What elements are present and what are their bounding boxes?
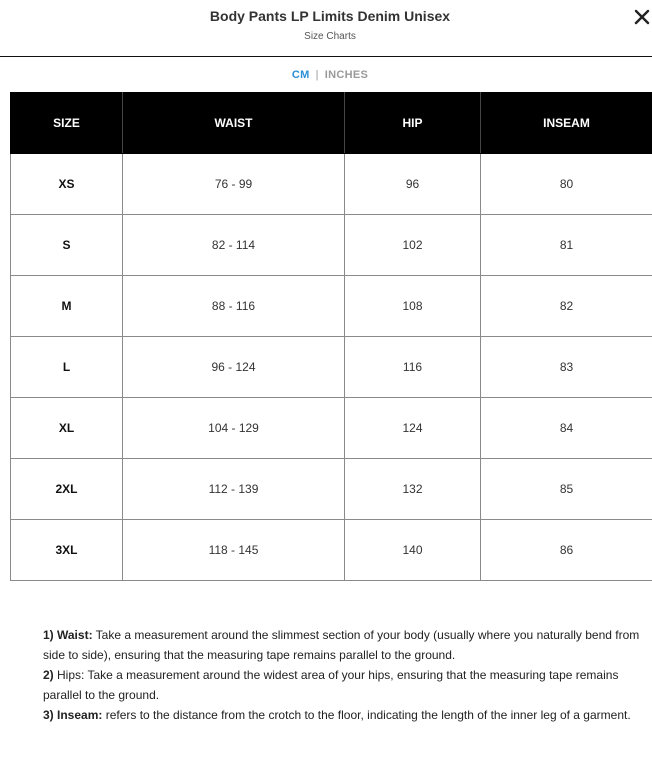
size-cell: 3XL: [11, 520, 123, 581]
inseam-cell: 82: [481, 276, 652, 337]
table-row: [11, 520, 652, 581]
hip-cell: 108: [345, 276, 481, 337]
inseam-cell: 86: [481, 520, 652, 581]
header-inseam: INSEAM: [481, 93, 652, 154]
table-row: [11, 154, 652, 215]
unit-cm-tab[interactable]: CM: [291, 69, 310, 81]
table-row: [11, 215, 652, 276]
unit-separator: |: [315, 69, 319, 81]
hip-cell: 124: [345, 398, 481, 459]
size-cell: XL: [11, 398, 123, 459]
note-label: 1) Waist:: [43, 628, 93, 642]
table-row: [11, 337, 652, 398]
modal-header: [0, 0, 652, 57]
measurement-notes: [43, 625, 647, 725]
size-chart-table: [10, 92, 652, 581]
waist-cell: 76 - 99: [123, 154, 345, 215]
table-row: [11, 276, 652, 337]
waist-cell: 88 - 116: [123, 276, 345, 337]
note-hips: [43, 665, 647, 705]
waist-cell: 96 - 124: [123, 337, 345, 398]
unit-inches-tab[interactable]: INCHES: [324, 69, 369, 81]
note-waist: [43, 625, 647, 665]
hip-cell: 102: [345, 215, 481, 276]
hip-cell: 140: [345, 520, 481, 581]
size-cell: M: [11, 276, 123, 337]
note-label: 3) Inseam:: [43, 708, 103, 722]
inseam-cell: 81: [481, 215, 652, 276]
close-icon[interactable]: [632, 6, 652, 28]
hip-cell: 96: [345, 154, 481, 215]
table-row: [11, 398, 652, 459]
page-subtitle: Size Charts: [304, 31, 356, 42]
inseam-cell: 85: [481, 459, 652, 520]
table-row: [11, 459, 652, 520]
waist-cell: 104 - 129: [123, 398, 345, 459]
size-cell: 2XL: [11, 459, 123, 520]
hip-cell: 116: [345, 337, 481, 398]
table-header-row: [11, 93, 652, 154]
size-cell: XS: [11, 154, 123, 215]
waist-cell: 82 - 114: [123, 215, 345, 276]
size-cell: L: [11, 337, 123, 398]
inseam-cell: 84: [481, 398, 652, 459]
unit-toggle: [0, 69, 652, 81]
inseam-cell: 83: [481, 337, 652, 398]
size-cell: S: [11, 215, 123, 276]
note-label: 2): [43, 668, 58, 682]
close-button[interactable]: [632, 6, 652, 28]
note-text: Hips: Take a measurement around the widest area of your hips, ensuring that the measuring tape remains parallel to the ground.: [43, 668, 619, 702]
page-title: Body Pants LP Limits Denim Unisex: [209, 8, 451, 24]
hip-cell: 132: [345, 459, 481, 520]
note-inseam: [43, 705, 647, 725]
header-waist: WAIST: [123, 93, 345, 154]
inseam-cell: 80: [481, 154, 652, 215]
note-text: refers to the distance from the crotch to the floor, indicating the length of the inner leg of a garment.: [102, 708, 631, 722]
header-size: SIZE: [11, 93, 123, 154]
header-hip: HIP: [345, 93, 481, 154]
waist-cell: 112 - 139: [123, 459, 345, 520]
waist-cell: 118 - 145: [123, 520, 345, 581]
note-text: Take a measurement around the slimmest section of your body (usually where you naturally bend from side to side), ensuring that the measuring tape remains parallel to the ground.: [43, 628, 640, 662]
